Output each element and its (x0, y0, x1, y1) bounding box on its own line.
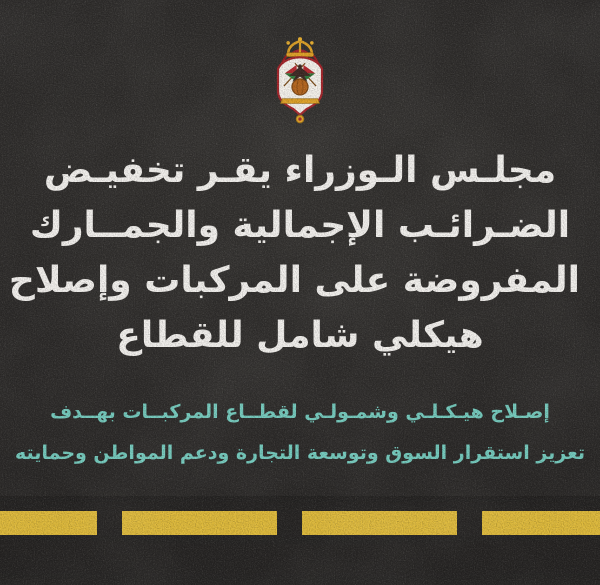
road-dashed-line (0, 511, 600, 535)
jordan-coat-of-arms-icon (256, 37, 344, 125)
headline-line-3: المفروضة على المركبات وإصلاح (8, 260, 580, 301)
headline-line-2: الضـرائـب الإجمالية والجمــارك (29, 205, 571, 246)
headline-line-4: هيكلي شامل للقطاع (116, 315, 484, 356)
subheadline-line-1: إصـلاح هيـكـلـي وشمـولـي لقطــاع المركبــات بهــدف (50, 401, 550, 423)
headline-line-1: مجلـس الـوزراء يقـر تخفيـض (43, 150, 557, 191)
road-surface-band (0, 496, 600, 585)
subheadline (12, 392, 588, 474)
headline (8, 143, 580, 363)
subheadline-line-2: تعزيز استقرار السوق وتوسعة التجارة ودعم المواطن وحمايته (15, 442, 585, 464)
